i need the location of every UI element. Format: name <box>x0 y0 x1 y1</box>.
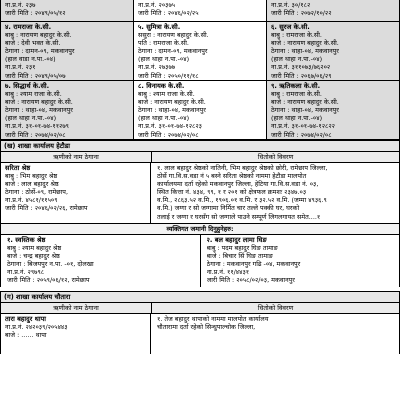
guarantors-row <box>0 234 400 287</box>
collateral-line: ठोर्से गा.वि.स.वडा नं ५ बस्ने सरिता श्रेष्ठको नाममा हेटौडा मालपोत <box>157 172 307 181</box>
top-strip-card-2 <box>134 0 267 21</box>
detail-line: (हाल थाहा न.पा.-०४) <box>5 114 57 123</box>
detail-line: बाबु : श्याम बहादुर श्रेष्ठ <box>7 244 62 253</box>
detail-line: बाजे : लाल बहादुर श्रेष्ठ <box>5 180 59 189</box>
person-card-6 <box>267 22 399 80</box>
borrower-name: तारा बहादुर थापा <box>5 315 47 323</box>
document-number: ना.प्र.नं. ३०/१८२ <box>271 1 311 9</box>
borrower-info <box>1 314 151 354</box>
detail-line: (हाल थाहा न.पा.-०४) <box>138 114 190 123</box>
collateral-line: १. तेज बहादुर थापाको नाममा मालपोत कार्यालय <box>157 315 269 323</box>
issue-date: जारी मिति : २०७२/१०/२२ <box>271 9 332 18</box>
collateral-line: स्थित कित्ता नं. ४३४, ९९, १ र २०१ को क्षेत्रफल क्रमशः २३४७.०३ <box>157 188 307 197</box>
detail-line: ना.प्र.नं. ४५८१/११५०९ <box>5 196 58 205</box>
detail-line: बाबु : श्याम राजा के.सी. <box>138 90 195 99</box>
detail-line: जारी मिति : २०५९/०६/१२, रामेछाप <box>7 276 90 285</box>
detail-line: ना.प्र.नं. २४२०३९/२०५४४३ <box>5 323 68 332</box>
person-name: ६. सुरज के.सी. <box>271 23 310 31</box>
detail-line: ठेगाना : दामन-०९, मकवानपुर <box>5 47 75 56</box>
detail-line: जारी मिति : २०७४/०२/०८ <box>271 130 332 139</box>
collateral-details <box>151 314 399 354</box>
detail-line: जारी मिति : २०४९/०५/०७ <box>5 71 66 80</box>
detail-line: बाजे : बिचार सिं घिङ तामाङ <box>206 252 273 261</box>
detail-line: ठेगाना : थाहा-०४, मकवानपुर <box>5 106 73 115</box>
table-header-chautara <box>0 302 400 313</box>
collateral-line: १. लाल बहादुर श्रेष्ठको नातिनी, भिम बहादुर श्रेष्ठको छोरी, रामेछाप जिल्ला, <box>157 164 328 172</box>
top-strip <box>0 0 400 22</box>
person-card-4 <box>1 22 134 80</box>
detail-line: ना.प्र.नं. २९७९८ <box>7 268 45 277</box>
detail-line: बाबु : रामराजा के.सी. <box>271 90 322 99</box>
detail-line: ठेगाना : दामन-०९, मकवानपुर <box>138 47 208 56</box>
detail-line: ठेगाना : मकवानपुर गढि -०४, मकवानपुर <box>206 260 301 269</box>
guarantor-card-2 <box>201 235 400 287</box>
person-name: ९. ऋतिकला के.सी. <box>271 82 321 90</box>
detail-line: ससुरा : नारायण बहादुर के.सी. <box>138 31 209 40</box>
detail-line: ठेगाना : थाहा-०४, मकवानपुर <box>271 106 339 115</box>
detail-line: जारी मिति : २०५०/११/१८ <box>138 71 199 80</box>
borrower-name: सरिता श्रेष्ठ <box>5 164 31 172</box>
detail-line: जारी मिति : २०७४/०२/०८ <box>138 130 199 139</box>
person-card-7 <box>1 81 134 139</box>
detail-line: बाबु : नारायण बहादुर के.सी. <box>5 31 72 40</box>
detail-line: ठेगाना : थाहा-०४, मकवानपुर <box>138 106 206 115</box>
collateral-line: तलाई र जग्गा र घरसँग सो जग्गाले पाउने सम्पूर्ण लिगलगायत समेत....१ <box>157 212 321 221</box>
detail-line: ठेगाना : ठोर्से-०९, रामेछाप, <box>5 188 68 197</box>
detail-line: (हाल थाहा न.पा.-०४) <box>271 114 323 123</box>
guarantor-card-1 <box>1 235 201 287</box>
detail-line: ना.प्र.नं. ३१-०१-७४-१२८२३ <box>138 122 202 131</box>
person-card-9 <box>267 81 399 139</box>
column-header-collateral: धितोको विवरण <box>257 304 294 312</box>
detail-line: बाजे : ...... थापा <box>5 331 47 340</box>
person-card-8 <box>134 81 267 139</box>
detail-line: जारी मिति : २०५८/०२/०३, मकवानपुर <box>206 276 295 285</box>
detail-line: ना.प्र.नं. ३११०७३/७६२०२ <box>271 63 331 72</box>
collateral-line: कार्यालयमा दर्ता रहेको मकवानपुर जिल्ला, हेटिया गा.वि.स.वडा नं. ०३, <box>157 180 319 189</box>
table-header-hetauda <box>0 151 400 162</box>
collateral-line: चौतारामा दर्ता रहेको सिन्धुपाल्चोक जिल्ला, <box>157 323 256 332</box>
detail-line: (हाल थाहा न.पा.-०४) <box>138 55 190 64</box>
detail-line: जारी मिति : २०४६/०२/२६, रामेछाप <box>5 204 88 213</box>
top-strip-card-3 <box>267 0 399 21</box>
borrower-info <box>1 163 151 223</box>
detail-line: बाबु : पदम बहादुर घिङ तामाङ <box>206 244 278 253</box>
detail-line: ना.प्र.नं. ३१-०१-७४-११२७९ <box>5 122 69 131</box>
detail-line: बाबु : रामराजा के.सी. <box>271 31 322 40</box>
detail-line: (हाल थाहा न.पा.-०४) <box>271 55 323 64</box>
detail-line: बाजे : नारायण बहादुर के.सी. <box>271 98 339 107</box>
detail-line: जारी मिति : २०७४/०२/०८ <box>5 130 66 139</box>
detail-line: (हाल वाडा न.पा.-०४) <box>5 55 56 64</box>
person-name: ५. सुमित्रा के.सी. <box>138 23 181 31</box>
person-cards-row-1 <box>0 22 400 81</box>
top-strip-card-1 <box>1 0 134 21</box>
detail-line: बाबु : श्याम राजा के.सी. <box>5 90 62 99</box>
section-heading-chautara: (ग) शाखा कार्यालय चौतारा <box>0 291 400 302</box>
person-name: ४. रामराजा के.सी. <box>5 23 52 31</box>
detail-line: बाजे : नारायण बहादुर के.सी. <box>138 98 206 107</box>
borrower-row-chautara <box>0 313 400 354</box>
person-name: ७. सिद्धार्थ के.सी. <box>5 82 50 90</box>
detail-line: बाजे : देवी भक्त के.सी. <box>5 39 61 48</box>
collateral-details <box>151 163 399 223</box>
column-header-collateral: धितोको विवरण <box>257 153 294 161</box>
detail-line: बाजे : नारायण बहादुर के.सी. <box>271 39 339 48</box>
issue-date: जारी मिति : २०४६/०२/२५ <box>138 9 199 18</box>
detail-line: जारी मिति : २०६७/०६/२९ <box>271 71 332 80</box>
issue-date: जारी मिति : २०४९/०५/१२ <box>5 9 66 18</box>
guarantor-name: १. स्वस्तिक श्रेष्ठ <box>7 236 46 244</box>
detail-line: ना.प्र.नं. ३१-०१-७४-१२८२२ <box>271 122 335 131</box>
detail-line: बाजे : चन्द्र बहादुर श्रेष्ठ <box>7 252 60 261</box>
column-header-borrower: ऋणीको नाम ठेगाना <box>1 303 152 313</box>
column-header-borrower: ऋणीको नाम ठेगाना <box>1 152 152 162</box>
guarantors-heading: व्यक्तिगत जमानी दिनुहुनेहरु: <box>0 223 400 234</box>
detail-line: पति : रामराजा के.सी. <box>138 39 189 48</box>
detail-line: ठेगाना : थाहा-०४, मकवानपुर <box>271 47 339 56</box>
document-number: ना.प्र.नं. २०३७५ <box>138 1 176 9</box>
document-number: ना.प्र.नं. २३७ <box>5 1 36 9</box>
borrower-row-hetauda <box>0 162 400 223</box>
detail-line: बाबु : भिम बहादुर श्रेष्ठ <box>5 172 58 181</box>
collateral-line: व.मि.) जग्गा र सो जग्गामा निर्मित चार तल्ले पक्की घर, घरको <box>157 204 300 213</box>
person-card-5 <box>134 22 267 80</box>
person-name: ८. विनायक के.सी. <box>138 82 185 90</box>
detail-line: ठेगाना : बिजयपुर न.पा. -०१, दोलखा <box>7 260 94 269</box>
detail-line: ना.प्र.नं. २७३७७ <box>138 63 176 72</box>
detail-line: ना.प्र.नं. २३१ <box>5 63 36 72</box>
section-heading-hetauda: (ख) शाखा कार्यालय हेटौडा <box>0 140 400 151</box>
guarantor-name: २. बल बहादुर लामा घिङ <box>206 236 267 244</box>
person-cards-row-2 <box>0 81 400 140</box>
collateral-line: व.मि., २८६३.५२ व.मि., १९०६.०१ व.मि. र ३२.५२ व.मि. (जम्मा ४९३६.९ <box>157 196 327 205</box>
detail-line: बाजे : नारायण बहादुर के.सी. <box>5 98 73 107</box>
detail-line: ना.प्र.नं. ११/४४३१ <box>206 268 250 277</box>
